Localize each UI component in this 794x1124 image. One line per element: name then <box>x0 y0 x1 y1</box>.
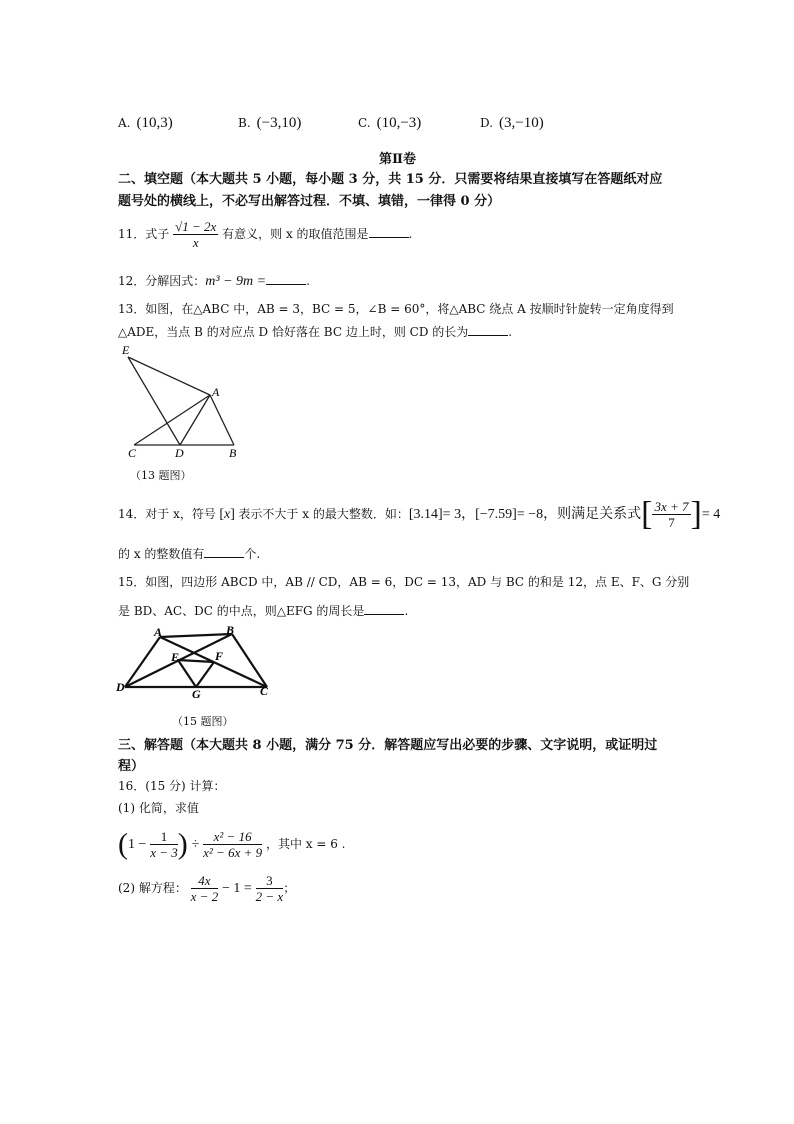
q14-line2-text: 的 x 的整数值有 <box>118 547 205 561</box>
q14-fraction <box>652 499 690 530</box>
option-value: (10,3) <box>136 115 173 131</box>
option-c <box>358 115 421 132</box>
q14-sym: x <box>224 507 231 522</box>
label-d: D <box>116 680 125 694</box>
q14-eq: = 4 <box>701 507 721 522</box>
q13-end: . <box>508 325 513 339</box>
q11-frac-num: √1 − 2x <box>175 219 217 234</box>
option-d <box>480 115 544 132</box>
q14-part1: 14．对于 x，符号 <box>118 507 216 521</box>
segment-ad <box>180 395 210 445</box>
q16-p2-end: ； <box>283 881 296 895</box>
answer-blank[interactable] <box>364 604 404 615</box>
q14-part2: 表示不大于 x 的最大整数．如： <box>238 507 409 521</box>
segment-ea <box>128 357 210 395</box>
q15-line1: 15．如图，四边形 ABCD 中，AB // CD，AB = 6，DC = 13，AD 与 BC 的和是 12，点 E、F、G 分别 <box>118 575 690 589</box>
q12-end: . <box>306 274 310 288</box>
section2-heading-line2: 题号处的横线上，不必写出解答过程．不填、填错，一律得 0 分） <box>118 194 501 209</box>
q16-p2-mid: − 1 = <box>222 881 252 896</box>
q14-ex2-val: = −8，则满足关系式 <box>516 507 642 522</box>
q14-line1: 14．对于 x，符号 [x] 表示不大于 x 的最大整数．如：[3.14]= 3，[−7.59]= −8，则满足关系式[ $\frac{3x + 7}{7}$ ]= 4 <box>118 495 721 533</box>
option-letter: C. <box>358 116 371 130</box>
option-value: (3,−10) <box>499 115 544 131</box>
frac-num: x² − 16 <box>203 829 262 845</box>
q14-ex2: −7.59 <box>479 507 513 522</box>
answer-blank[interactable] <box>266 274 306 285</box>
q11-fraction <box>173 219 218 250</box>
label-c: C <box>128 446 137 460</box>
label-b: B <box>226 624 235 637</box>
q16-p2-frac2 <box>256 873 284 904</box>
label-e: E <box>171 650 180 664</box>
q15-end: . <box>404 604 409 618</box>
q14-ex1-val: = 3， <box>442 507 476 522</box>
label-e: E <box>122 343 130 357</box>
question-11 <box>118 219 412 250</box>
volume-title: 第Ⅱ卷 <box>379 152 416 167</box>
q15-line2-text: 是 BD、AC、DC 的中点，则△EFG 的周长是 <box>118 604 365 618</box>
frac-den: x² − 6x + 9 <box>203 845 263 860</box>
frac-num: 3 <box>256 873 284 889</box>
q14-frac-num: 3x + 7 <box>654 499 689 514</box>
q16-p1-div: ÷ <box>191 837 200 852</box>
q16-p1-frac1 <box>150 829 178 860</box>
q16-part2 <box>118 868 295 908</box>
option-a <box>118 115 173 132</box>
label-f: F <box>215 649 224 663</box>
q14-frac-den: 7 <box>668 515 675 530</box>
segment-fg <box>196 662 214 687</box>
q15-caption: （15 题图） <box>172 715 234 728</box>
q13-caption: （13 题图） <box>130 469 192 482</box>
q12-expr: m³ − 9m = <box>205 274 267 289</box>
q12-number: 12．分解因式： <box>118 274 206 288</box>
section3-heading-line2: 程） <box>118 759 145 774</box>
label-a: A <box>212 385 220 399</box>
frac-den: 2 − x <box>255 889 284 904</box>
q11-end: . <box>408 227 413 241</box>
q13-figure <box>118 340 258 462</box>
option-value: (−3,10) <box>256 115 302 131</box>
q14-ex1: 3.14 <box>413 507 438 522</box>
segment-eg <box>178 660 196 687</box>
q13-line1: 13．如图，在△ABC 中，AB = 3，BC = 5，∠B = 60°，将△ABC 绕点 A 按顺时针旋转一定角度得到 <box>118 302 674 316</box>
option-letter: A. <box>118 116 131 130</box>
frac-den: x − 2 <box>190 889 219 904</box>
segment-ab <box>160 634 232 637</box>
section3-heading-line1: 三、解答题（本大题共 8 小题，满分 75 分．解答题应写出必要的步骤、文字说明，或证明过 <box>118 738 658 753</box>
q16-p2-label: (2) 解方程： <box>118 881 187 895</box>
q11-number: 11．式子 <box>118 227 170 241</box>
label-c: C <box>260 684 269 698</box>
q14-line2 <box>118 545 260 562</box>
q11-frac-den: x <box>192 235 199 250</box>
option-letter: D. <box>480 116 494 130</box>
option-value: (10,−3) <box>376 115 422 131</box>
label-b: B <box>229 446 237 460</box>
q16-p2-frac1 <box>191 873 219 904</box>
q14-line2-end: 个. <box>244 547 261 561</box>
question-12 <box>118 272 310 290</box>
frac-den: x − 3 <box>150 845 178 860</box>
q15-line2 <box>118 602 408 619</box>
segment-ac <box>134 395 210 445</box>
frac-num: 1 <box>150 829 178 845</box>
option-letter: B. <box>238 116 251 130</box>
segment-ab <box>210 395 234 445</box>
q13-line2 <box>118 323 512 340</box>
q16-title: 16．(15 分) 计算： <box>118 779 226 793</box>
answer-blank[interactable] <box>369 227 409 238</box>
label-g: G <box>192 687 201 701</box>
q15-figure <box>116 624 280 704</box>
answer-blank[interactable] <box>204 547 244 558</box>
q13-line2-text: △ADE，当点 B 的对应点 D 恰好落在 BC 边上时，则 CD 的长为 <box>118 325 469 339</box>
label-d: D <box>175 446 184 460</box>
section2-heading-line1: 二、填空题（本大题共 5 小题，每小题 3 分，共 15 分．只需要将结果直接填写在答题纸对应 <box>118 172 663 187</box>
q16-p1-tail: ，其中 x = 6 . <box>265 837 346 851</box>
answer-blank[interactable] <box>468 325 508 336</box>
q11-tail: 有意义，则 x 的取值范围是 <box>222 227 369 241</box>
frac-num: 4x <box>191 873 219 889</box>
q16-p1-frac2 <box>203 829 262 860</box>
q16-p1-a: 1 − <box>128 837 147 852</box>
q16-part1-label: (1) 化简，求值 <box>118 801 199 815</box>
option-b <box>238 115 301 132</box>
label-a: A <box>154 625 163 639</box>
q16-part1-expr: (1 − $\frac{1}{x - 3}$ ) ÷ $\frac{\text{x² − 16}}{\text{x² − 6x + 9}}$ ，其中 x = 6 . <box>118 827 346 861</box>
